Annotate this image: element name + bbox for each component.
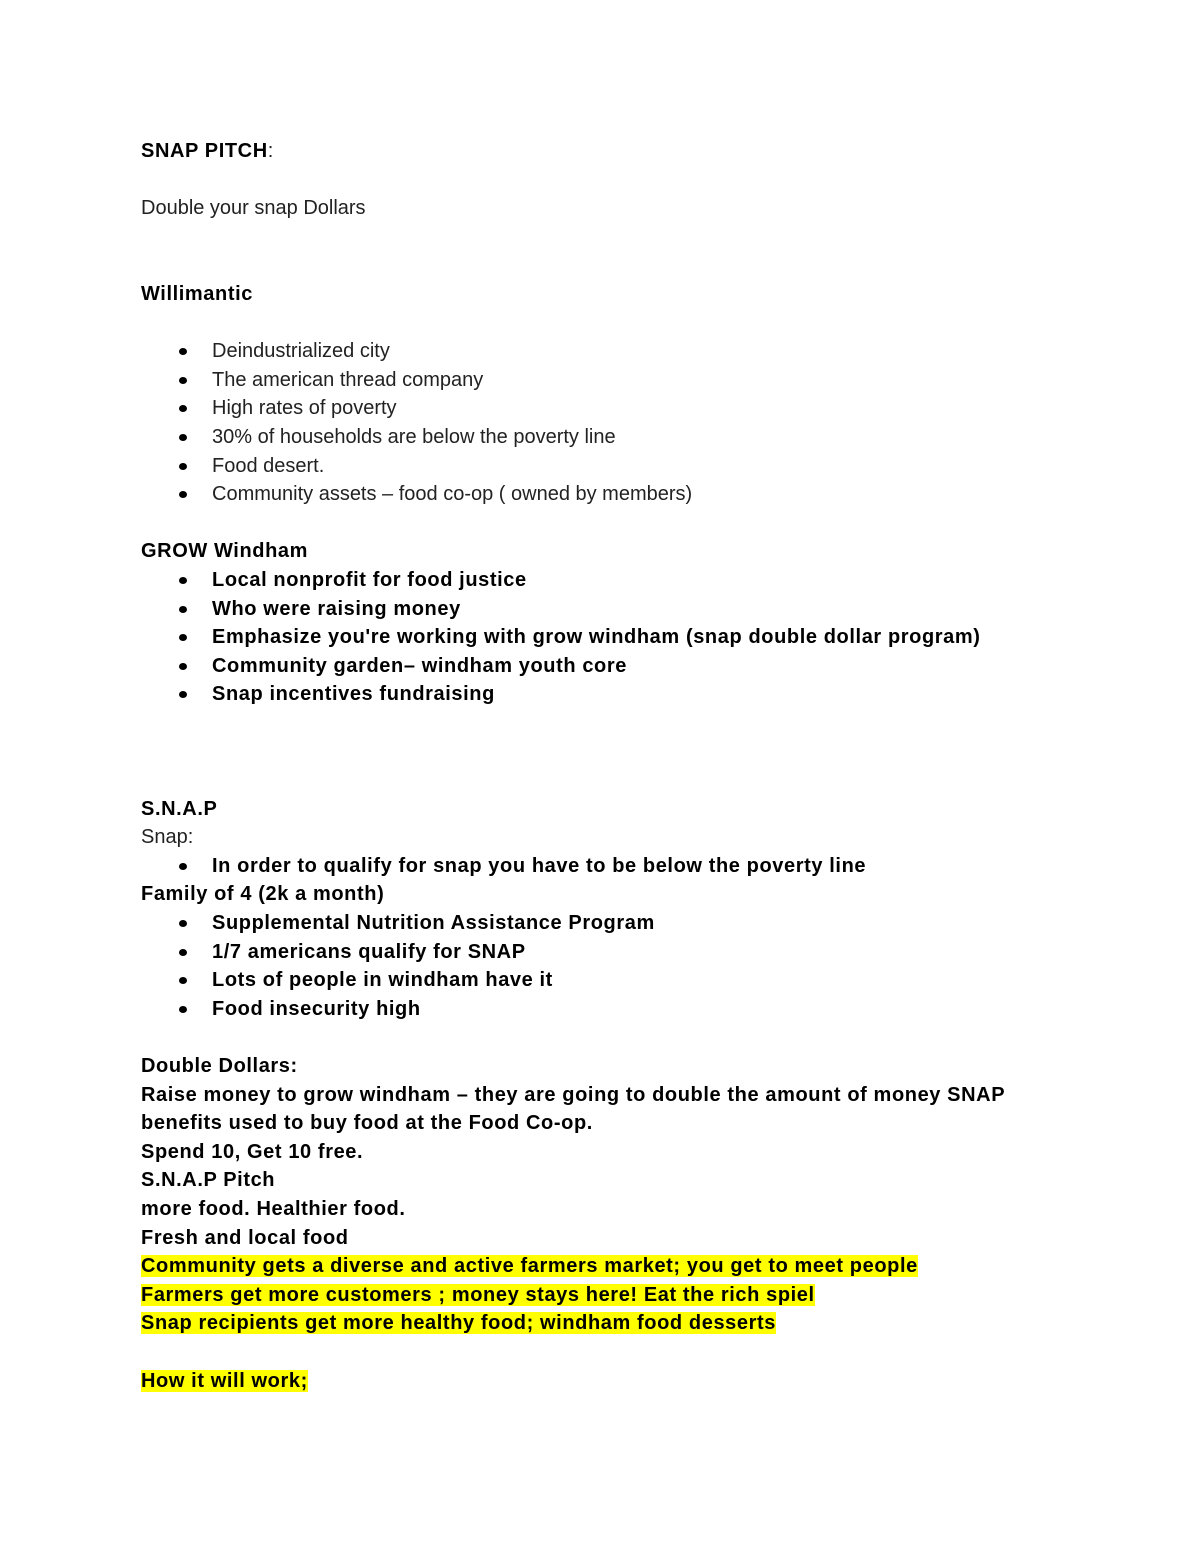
bullet-icon	[179, 463, 187, 470]
document-title	[141, 137, 1061, 166]
title-main: SNAP PITCH	[141, 140, 268, 162]
double-line: S.N.A.P Pitch	[141, 1169, 276, 1192]
how-it-will-work: How it will work;	[141, 1369, 308, 1392]
bullet-icon	[179, 663, 187, 670]
snap-list-1	[141, 852, 1061, 881]
bullet-icon	[179, 577, 187, 584]
willimantic-list	[141, 337, 1061, 509]
double-line: Raise money to grow windham – they are going to double the amount of money SNAP	[141, 1083, 1006, 1106]
bullet-icon	[179, 977, 187, 984]
list-item: 1/7 americans qualify for SNAP	[141, 938, 1061, 967]
bullet-icon	[179, 348, 187, 355]
highlighted-line: Snap recipients get more healthy food; windham food desserts	[141, 1312, 776, 1335]
family-line: Family of 4 (2k a month)	[141, 883, 385, 906]
list-item: High rates of poverty	[141, 394, 1061, 423]
list-item: Snap incentives fundraising	[141, 680, 1061, 709]
highlighted-line: Community gets a diverse and active farmers market; you get to meet people	[141, 1255, 918, 1278]
double-dollars-heading: Double Dollars:	[141, 1055, 298, 1078]
willimantic-heading: Willimantic	[141, 282, 253, 305]
title-colon: :	[267, 140, 274, 162]
list-item: Supplemental Nutrition Assistance Program	[141, 909, 1061, 938]
list-item: 30% of households are below the poverty line	[141, 423, 1061, 452]
bullet-icon	[179, 606, 187, 613]
list-item: Local nonprofit for food justice	[141, 566, 1061, 595]
list-item: In order to qualify for snap you have to be below the poverty line	[141, 852, 1061, 881]
bullet-icon	[179, 405, 187, 412]
double-line: Fresh and local food	[141, 1226, 349, 1249]
list-item: Deindustrialized city	[141, 337, 1061, 366]
bullet-icon	[179, 1006, 187, 1013]
list-item: Community garden– windham youth core	[141, 652, 1061, 681]
document-page	[141, 137, 1061, 1395]
bullet-icon	[179, 691, 187, 698]
list-item: Emphasize you're working with grow windham (snap double dollar program)	[141, 623, 1061, 652]
list-item: Food desert.	[141, 452, 1061, 481]
subtitle: Double your snap Dollars	[141, 197, 366, 220]
double-line: Spend 10, Get 10 free.	[141, 1140, 364, 1163]
bullet-icon	[179, 434, 187, 441]
list-item: Who were raising money	[141, 595, 1061, 624]
list-item: The american thread company	[141, 366, 1061, 395]
snap-heading: S.N.A.P	[141, 797, 218, 820]
bullet-icon	[179, 377, 187, 384]
bullet-icon	[179, 949, 187, 956]
list-item: Community assets – food co-op ( owned by members)	[141, 480, 1061, 509]
bullet-icon	[179, 491, 187, 498]
double-line: more food. Healthier food.	[141, 1197, 406, 1220]
snap-list-2	[141, 909, 1061, 1023]
bullet-icon	[179, 920, 187, 927]
bullet-icon	[179, 634, 187, 641]
grow-heading: GROW Windham	[141, 540, 309, 563]
snap-label: Snap:	[141, 826, 194, 849]
list-item: Lots of people in windham have it	[141, 966, 1061, 995]
grow-list	[141, 566, 1061, 709]
list-item: Food insecurity high	[141, 995, 1061, 1024]
highlighted-line: Farmers get more customers ; money stays here! Eat the rich spiel	[141, 1283, 815, 1306]
bullet-icon	[179, 863, 187, 870]
double-line: benefits used to buy food at the Food Co-op.	[141, 1112, 593, 1135]
